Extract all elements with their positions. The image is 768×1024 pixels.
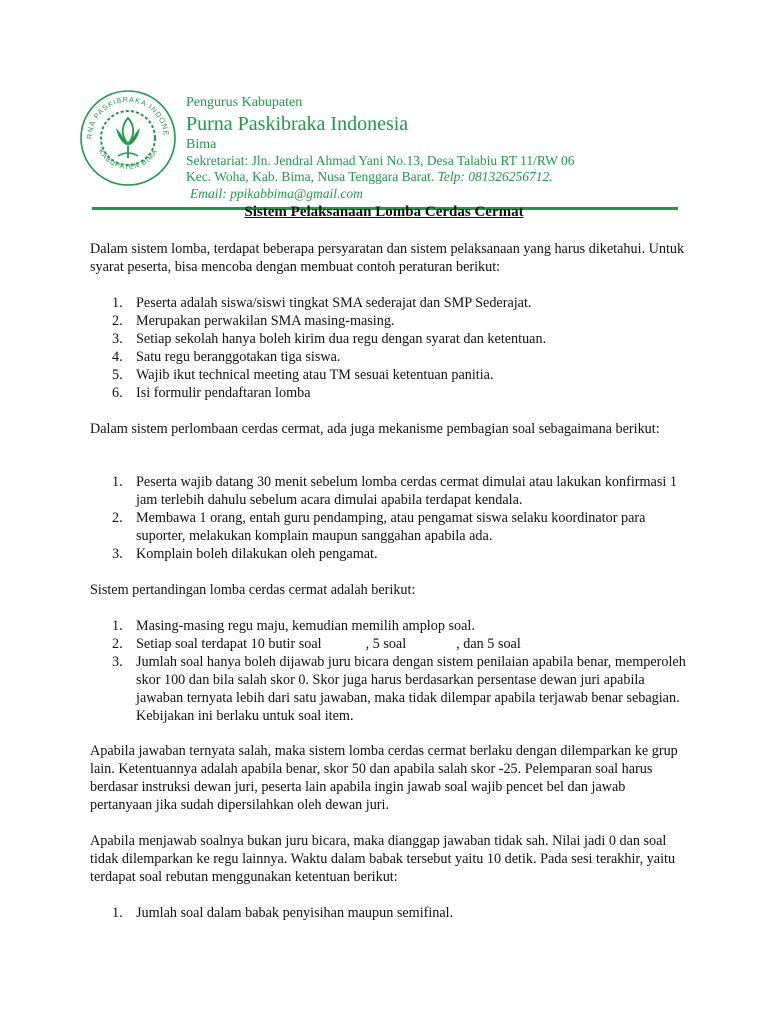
header-address-line2 (186, 169, 553, 185)
header-telp: Telp: 081326256712. (437, 169, 553, 184)
list-item: 5. Wajib ikut technical meeting atau TM sesuai ketentuan panitia. (112, 367, 494, 383)
list-item: 3. Setiap sekolah hanya boleh kirim dua regu dengan syarat dan ketentuan. (112, 331, 547, 347)
list-item: 2. Membawa 1 orang, entah guru pendamping, atau pengamat siswa selaku koordinator para suporter, melakukan komplain maupun sanggahan apabila ada. (112, 510, 646, 544)
competition-paragraph: Sistem pertandingan lomba cerdas cermat adalah berikut: (90, 582, 416, 598)
intro-paragraph: Dalam sistem lomba, terdapat beberapa persyaratan dan sistem pelaksanaan yang harus diketahui. Untuk syarat peserta, bisa mencoba dengan membuat contoh peraturan berikut: (90, 241, 685, 275)
list-item: 1. Peserta adalah siswa/siswi tingkat SMA sederajat dan SMP Sederajat. (112, 295, 532, 311)
list-item: 1. Masing-masing regu maju, kemudian memilih amplop soal. (112, 618, 475, 634)
svg-text:PURNA PASKIBRAKA INDONESIA (78, 88, 171, 139)
list-item: 2. Merupakan perwakilan SMA masing-masing. (112, 313, 395, 329)
list-item: 4. Satu regu beranggotakan tiga siswa. (112, 349, 341, 365)
final-list (90, 904, 690, 922)
header-address-line1: Sekretariat: Jln. Jendral Ahmad Yani No.13, Desa Talabiu RT 11/RW 06 (186, 153, 575, 168)
organization-logo (78, 88, 178, 188)
list-item: 3. Komplain boleh dilakukan oleh pengamat. (112, 546, 378, 562)
header-org-name: Purna Paskibraka Indonesia (186, 113, 409, 135)
list-item: 3. Jumlah soal hanya boleh dijawab juru bicara dengan sistem penilaian apabila benar, memperoleh skor 100 dan bila salah skor 0. Skor juga harus berdasarkan persentase dewan juri apabila jawaban ternyata lebih dari satu jawaban, maka tidak dilempar apabila terjawab benar sebagian. Kebijakan ini berlaku untuk soal item. (112, 654, 686, 724)
header-email: Email: ppikabbima@gmail.com (190, 186, 363, 201)
document-title: Sistem Pelaksanaan Lomba Cerdas Cermat (244, 204, 524, 220)
logo-text-bottom: KABUPATEN BIMA (96, 148, 160, 172)
mechanism-paragraph: Dalam sistem perlombaan cerdas cermat, ada juga mekanisme pembagian soal sebagaimana berikut: (90, 421, 660, 437)
list-item: 6. Isi formulir pendaftaran lomba (112, 385, 311, 401)
wrong-answer-paragraph: Apabila jawaban ternyata salah, maka sistem lomba cerdas cermat berlaku dengan dilemparkan ke grup lain. Ketentuannya adalah apabila benar, skor 50 dan apabila salah skor -25. Pelemparan soal harus berdasar instruksi dewan juri, peserta lain apabila ingin jawab soal wajib pencet bel dan jawab pertanyaan jika sudah dipersilahkan oleh dewan juri. (90, 743, 678, 813)
header-address-text: Kec. Woha, Kab. Bima, Nusa Tenggara Barat. (186, 169, 435, 184)
header-city: Bima (186, 137, 217, 152)
list-item: 1. Peserta wajib datang 30 menit sebelum lomba cerdas cermat dimulai atau lakukan konfirmasi 1 jam terlebih dahulu sebelum acara dimulai apabila terdapat kendala. (112, 474, 677, 508)
competition-list (90, 617, 690, 725)
header-subtitle: Pengurus Kabupaten (186, 95, 303, 110)
list-item: 2. Setiap soal terdapat 10 butir soal , 5 soal , dan 5 soal (112, 636, 521, 652)
list-item: 1. Jumlah soal dalam babak penyisihan maupun semifinal. (112, 905, 454, 921)
requirements-list (90, 294, 690, 402)
logo-text-top: RNA PASKIBRAKA INDONE (84, 94, 172, 140)
mechanism-list (90, 473, 690, 563)
spokesperson-paragraph: Apabila menjawab soalnya bukan juru bicara, maka dianggap jawaban tidak sah. Nilai jadi 0 dan soal tidak dilemparkan ke regu lainnya. Waktu dalam babak tersebut yaitu 10 detik. Pada sesi terakhir, yaitu terdapat soal rebutan menggunakan ketentuan berikut: (90, 833, 676, 885)
